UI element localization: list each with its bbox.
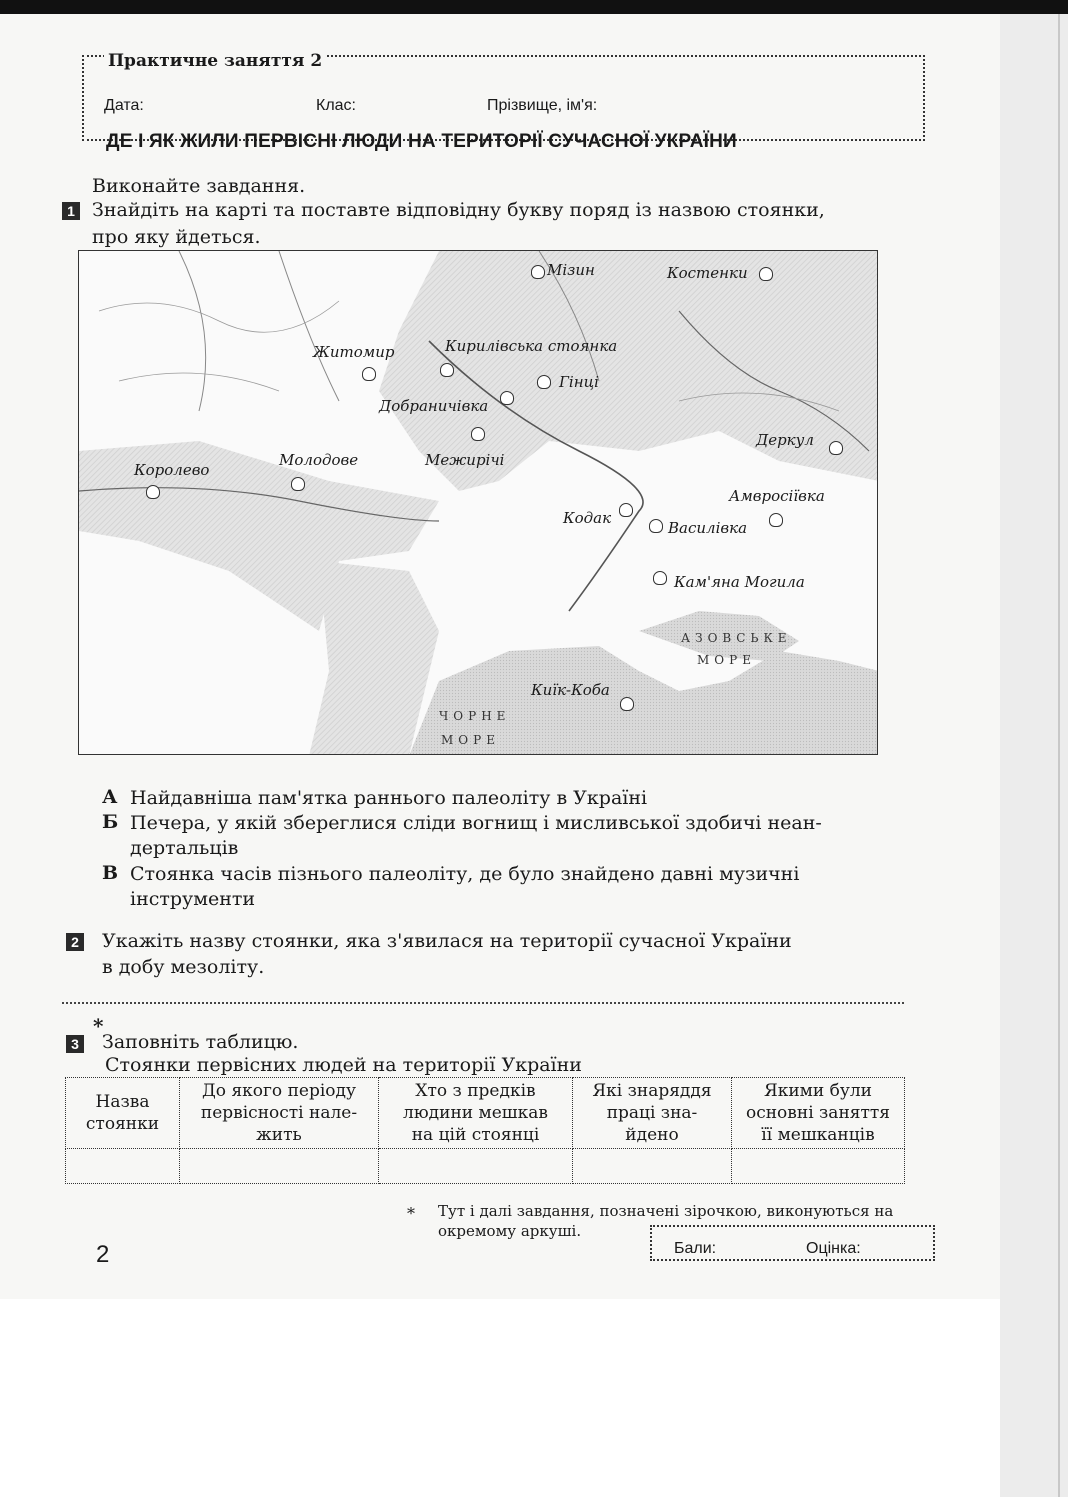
table-row — [66, 1149, 905, 1184]
col-tools-l2: праці зна- — [606, 1103, 698, 1123]
footnote-line2: окремому аркуші. — [438, 1222, 582, 1240]
site-kyik-koba: Киїк-Коба — [531, 681, 610, 699]
option-a-text: Найдавніша пам'ятка раннього палеоліту в Україні — [130, 787, 648, 809]
site-kostenky: Костенки — [667, 264, 748, 282]
scan-right-edge-line — [1058, 14, 1060, 1497]
task2-line2: в добу мезоліту. — [102, 956, 265, 978]
option-b-line2: дертальців — [130, 837, 239, 859]
col-tools — [573, 1078, 732, 1149]
site-kodak: Кодак — [563, 509, 612, 527]
page-number: 2 — [96, 1241, 110, 1268]
site-korolevo: Королево — [134, 461, 210, 479]
site-mizyn: Мізин — [547, 261, 595, 279]
task3-star: * — [93, 1014, 104, 1038]
col-name-l1: Назва — [95, 1092, 150, 1112]
scan-top-border — [0, 0, 1068, 14]
col-occupations-l1: Якими були — [763, 1081, 872, 1101]
site-kamyana-mohyla: Кам'яна Могила — [674, 573, 805, 591]
col-ancestors-l1: Хто з предків — [415, 1081, 536, 1101]
col-tools-l3: йдено — [625, 1125, 679, 1145]
col-tools-l1: Які знаряддя — [592, 1081, 712, 1101]
site-molodove: Молодове — [279, 451, 359, 469]
col-period-l1: До якого періоду — [201, 1081, 356, 1101]
azov-sea-label-1: АЗОВСЬКЕ — [681, 631, 792, 645]
class-label: Клас: — [316, 97, 356, 114]
col-period-l3: жить — [256, 1125, 302, 1145]
table-cell[interactable] — [180, 1149, 379, 1184]
task-number-2: 2 — [66, 933, 84, 951]
table-title: Стоянки первісних людей на території України — [105, 1054, 582, 1076]
site-dobranychivka-icon — [500, 391, 514, 405]
task1-line1: Знайдіть на карті та поставте відповідну букву поряд із назвою стоянки, — [92, 199, 825, 221]
site-mizyn-icon — [531, 265, 545, 279]
site-kyrylivska: Кирилівська стоянка — [445, 337, 618, 355]
footnote-line1: Тут і далі завдання, позначені зірочкою, виконуються на — [438, 1202, 894, 1220]
task3-text: Заповніть таблицю. — [102, 1031, 299, 1053]
name-label: Прізвище, ім'я: — [487, 97, 598, 114]
site-derkul: Деркул — [756, 431, 814, 449]
option-b-line1: Печера, у якій збереглися сліди вогнищ і мисливської здобичі неан- — [130, 812, 822, 834]
site-hintsi-icon — [537, 375, 551, 389]
lesson-title: Практичне заняття 2 — [104, 51, 326, 71]
option-c-line1: Стоянка часів пізнього палеоліту, де було знайдено давні музичні — [130, 863, 800, 885]
col-period — [180, 1078, 379, 1149]
sites-table — [65, 1077, 905, 1184]
task2-answer-line[interactable] — [62, 1002, 904, 1004]
map-of-ukraine — [78, 250, 878, 755]
table-header-row — [66, 1078, 905, 1149]
date-label: Дата: — [104, 97, 144, 114]
site-kamyana-mohyla-icon — [653, 571, 667, 585]
site-mezhyrichi: Межирічі — [425, 451, 505, 469]
black-sea-label-1: ЧОРНЕ — [439, 709, 511, 723]
grade-label: Оцінка: — [806, 1240, 861, 1257]
col-period-l2: первісності нале- — [200, 1103, 358, 1123]
table-cell[interactable] — [66, 1149, 180, 1184]
option-letter-a: А — [102, 786, 118, 808]
site-kostenky-icon — [759, 267, 773, 281]
site-kyrylivska-icon — [440, 363, 454, 377]
site-mezhyrichi-icon — [471, 427, 485, 441]
black-sea-label-2: МОРЕ — [441, 733, 500, 747]
points-label: Бали: — [674, 1240, 717, 1257]
task-number-3: 3 — [66, 1035, 84, 1053]
option-c-line2: інструменти — [130, 888, 256, 910]
map-region-south — [309, 561, 439, 755]
col-occupations-l3: її мешканців — [761, 1125, 875, 1145]
site-kodak-icon — [619, 503, 633, 517]
col-occupations-l2: основні заняття — [745, 1103, 891, 1123]
col-name-l2: стоянки — [85, 1114, 160, 1134]
col-ancestors — [379, 1078, 573, 1149]
site-dobranychivka: Добраничівка — [379, 397, 489, 415]
task1-line2: про яку йдеться. — [92, 226, 261, 248]
site-vasylivka: Василівка — [668, 519, 748, 537]
site-korolevo-icon — [146, 485, 160, 499]
col-ancestors-l2: людини мешкав — [403, 1103, 548, 1123]
azov-sea-label-2: МОРЕ — [697, 653, 756, 667]
option-letter-b: Б — [102, 811, 119, 833]
instruction: Виконайте завдання. — [92, 175, 306, 197]
table-cell[interactable] — [379, 1149, 573, 1184]
col-occupations — [732, 1078, 905, 1149]
option-letter-c: В — [102, 862, 119, 884]
site-amvrosiivka: Амвросіївка — [729, 487, 825, 505]
site-kyik-koba-icon — [620, 697, 634, 711]
col-ancestors-l3: на цій стоянці — [411, 1125, 540, 1145]
site-vasylivka-icon — [649, 519, 663, 533]
site-amvrosiivka-icon — [769, 513, 783, 527]
site-zhytomyr: Житомир — [313, 343, 395, 361]
site-zhytomyr-icon — [362, 367, 376, 381]
page-title: ДЕ І ЯК ЖИЛИ ПЕРВІСНІ ЛЮДИ НА ТЕРИТОРІЇ СУЧАСНОЇ УКРАЇНИ — [106, 131, 737, 152]
table-cell[interactable] — [732, 1149, 905, 1184]
site-derkul-icon — [829, 441, 843, 455]
table-cell[interactable] — [573, 1149, 732, 1184]
task-number-1: 1 — [62, 202, 80, 220]
site-molodove-icon — [291, 477, 305, 491]
col-name — [66, 1078, 180, 1149]
footnote-star: * — [407, 1204, 415, 1223]
site-hintsi: Гінці — [559, 373, 599, 391]
task2-line1: Укажіть назву стоянки, яка з'явилася на території сучасної України — [102, 930, 792, 952]
